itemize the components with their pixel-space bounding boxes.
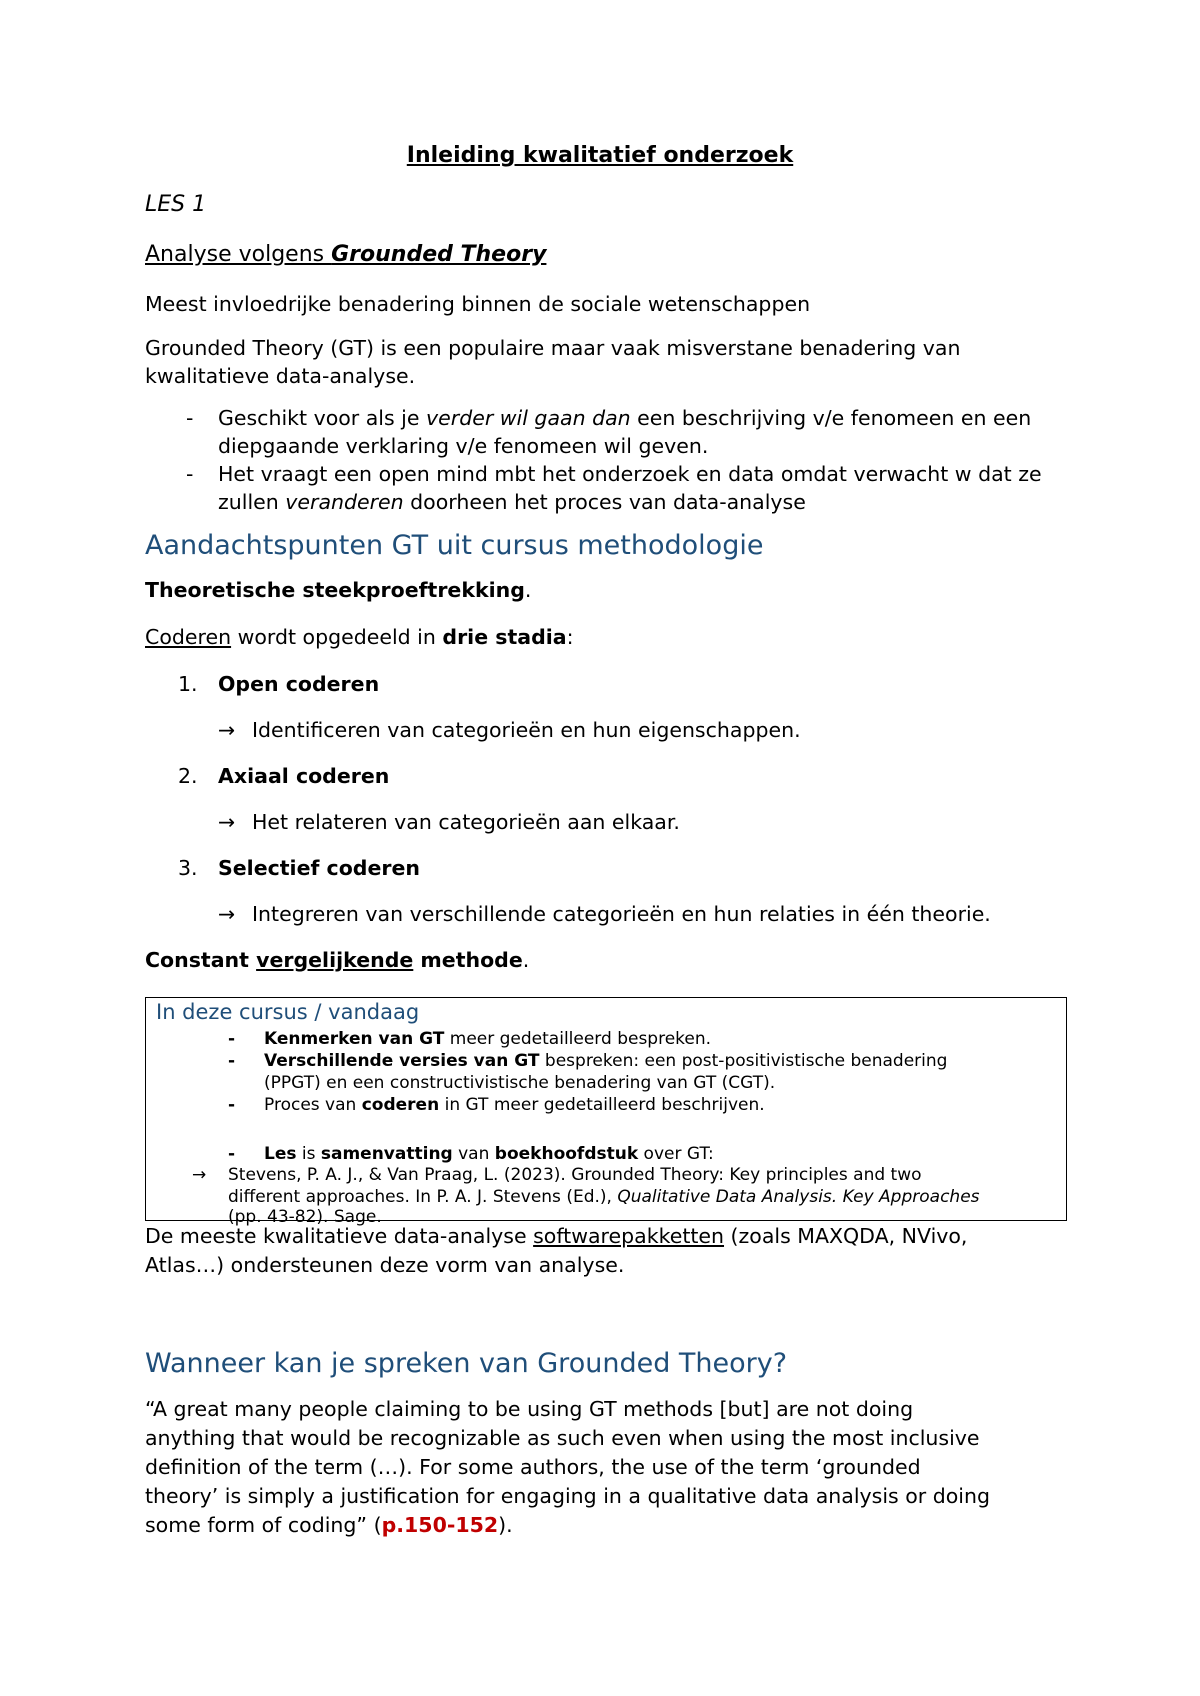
page-reference: p.150-152 xyxy=(381,1513,499,1537)
quote-line-4: theory’ is simply a justification for engaging in a qualitative data analysis or doing xyxy=(145,1484,990,1508)
reference-line-3: (pp. 43-82). Sage. xyxy=(228,1207,382,1227)
reference-text: different approaches. In P. A. J. Stevens (Ed.), xyxy=(228,1187,618,1207)
quote-end: ). xyxy=(498,1513,513,1537)
coding-colon: : xyxy=(566,625,574,649)
box-title: In deze cursus / vandaag xyxy=(156,1000,420,1024)
constant-text: Constant xyxy=(145,948,257,972)
list-item xyxy=(0,900,1200,930)
box-item-1-text: meer gedetailleerd bespreken. xyxy=(444,1029,712,1049)
bullet-1-text-end: een beschrijving v/e fenomeen en een xyxy=(630,406,1032,430)
step-name: Selectief coderen xyxy=(218,856,420,880)
bullet-1-text: Geschikt voor als je xyxy=(218,406,427,430)
bullet-1-line-1 xyxy=(218,404,1031,433)
list-item xyxy=(0,670,1200,700)
analysis-heading-prefix: Analyse volgens xyxy=(145,242,332,267)
sampling-text: Theoretische steekproeftrekking xyxy=(145,578,525,602)
bullet-item xyxy=(0,460,1200,518)
coding-text: wordt opgedeeld in xyxy=(231,625,443,649)
step-number: 1. xyxy=(178,672,198,696)
quote-line-3: definition of the term (…). For some authors, the use of the term ‘grounded xyxy=(145,1455,921,1479)
box-item-4-text: is xyxy=(296,1144,321,1164)
constant-method-line xyxy=(145,946,529,975)
step-description: Het relateren van categorieën aan elkaar. xyxy=(252,810,680,834)
box-item-4-bold: samenvatting xyxy=(320,1144,453,1164)
course-info-box xyxy=(145,997,1067,1227)
box-item-2-text: bespreken: een post-positivistische benadering xyxy=(539,1051,948,1071)
sampling-line xyxy=(145,576,531,605)
page-title: Inleiding kwalitatief onderzoek xyxy=(406,143,794,168)
bullet-2-text-end: doorheen het proces van data-analyse xyxy=(403,490,806,514)
step-name: Open coderen xyxy=(218,672,380,696)
box-item-4 xyxy=(264,1143,714,1165)
intro-line-3: kwalitatieve data-analyse. xyxy=(145,364,416,388)
reference-line-1: Stevens, P. A. J., & Van Praag, L. (2023). Grounded Theory: Key principles and two xyxy=(228,1165,922,1185)
box-item-3-text-end: in GT meer gedetailleerd beschrijven. xyxy=(439,1095,765,1115)
quote-line-2: anything that would be recognizable as such even when using the most inclusive xyxy=(145,1426,980,1450)
analysis-heading-emphasis: Grounded Theory xyxy=(331,242,547,267)
coding-intro xyxy=(145,623,574,652)
box-item-1-bold: Kenmerken van GT xyxy=(264,1029,445,1049)
box-bullet-dash: - xyxy=(228,1029,236,1049)
box-item-2-line-2: (PPGT) en een constructivistische benadering van GT (CGT). xyxy=(264,1073,776,1093)
box-item-3-text: Proces van xyxy=(264,1095,362,1115)
list-item xyxy=(0,808,1200,838)
constant-underlined: vergelijkende xyxy=(256,948,414,972)
bullet-1-line-2: diepgaande verklaring v/e fenomeen wil geven. xyxy=(218,434,709,458)
bullet-1-emphasis: verder wil gaan dan xyxy=(426,406,631,430)
reference-line-2 xyxy=(228,1186,980,1208)
list-item xyxy=(0,854,1200,884)
box-item-4-bold: Les xyxy=(264,1144,297,1164)
step-description: Integreren van verschillende categorieën en hun relaties in één theorie. xyxy=(252,902,991,926)
bullet-2-line-1: Het vraagt een open mind mbt het onderzoek en data omdat verwacht w dat ze xyxy=(218,462,1042,486)
software-line-2: Atlas…) ondersteunen deze vorm van analyse. xyxy=(145,1253,625,1277)
arrow-right-icon: → xyxy=(218,810,236,834)
list-item xyxy=(0,762,1200,792)
software-underlined: softwarepakketten xyxy=(533,1224,725,1248)
list-item xyxy=(0,716,1200,746)
quote-text: some form of coding” ( xyxy=(145,1513,382,1537)
box-bullet-dash: - xyxy=(228,1095,236,1115)
step-name: Axiaal coderen xyxy=(218,764,390,788)
box-item-4-text: over GT: xyxy=(638,1144,714,1164)
constant-text-end: methode xyxy=(413,948,523,972)
section-heading-when-gt: Wanneer kan je spreken van Grounded Theory? xyxy=(145,1348,788,1379)
box-item-2 xyxy=(264,1050,947,1072)
step-number: 2. xyxy=(178,764,198,788)
constant-period: . xyxy=(522,948,530,972)
step-number: 3. xyxy=(178,856,198,880)
reference-book-title: Qualitative Data Analysis. Key Approaches xyxy=(617,1187,980,1207)
intro-line-2: Grounded Theory (GT) is een populaire maar vaak misverstane benadering van xyxy=(145,336,961,360)
box-bullet-dash: - xyxy=(228,1144,236,1164)
box-bullet-dash: - xyxy=(228,1051,236,1071)
lesson-label: LES 1 xyxy=(145,192,207,217)
bullet-2-text: zullen xyxy=(218,490,286,514)
quote-line-1: “A great many people claiming to be using GT methods [but] are not doing xyxy=(145,1397,914,1421)
bullet-item xyxy=(0,404,1200,462)
quote-line-5 xyxy=(145,1511,513,1540)
box-item-4-text: van xyxy=(452,1144,495,1164)
coding-stages: drie stadia xyxy=(442,625,567,649)
step-description: Identificeren van categorieën en hun eigenschappen. xyxy=(252,718,801,742)
box-item-4-bold: boekhoofdstuk xyxy=(494,1144,639,1164)
sampling-period: . xyxy=(524,578,532,602)
section-heading-methodology: Aandachtspunten GT uit cursus methodologie xyxy=(145,530,764,561)
arrow-right-icon: → xyxy=(192,1165,207,1185)
box-item-3-bold: coderen xyxy=(361,1095,440,1115)
arrow-right-icon: → xyxy=(218,902,236,926)
bullet-dash: - xyxy=(186,406,194,430)
box-item-2-bold: Verschillende versies van GT xyxy=(264,1051,540,1071)
intro-line-1: Meest invloedrijke benadering binnen de sociale wetenschappen xyxy=(145,292,811,316)
software-line-1 xyxy=(145,1222,967,1251)
coding-word: Coderen xyxy=(145,625,232,649)
arrow-right-icon: → xyxy=(218,718,236,742)
bullet-2-line-2 xyxy=(218,488,806,517)
bullet-dash: - xyxy=(186,462,194,486)
box-item-1 xyxy=(264,1028,711,1050)
software-text-end: (zoals MAXQDA, NVivo, xyxy=(724,1224,968,1248)
bullet-2-emphasis: veranderen xyxy=(285,490,404,514)
analysis-heading xyxy=(145,242,546,267)
software-text: De meeste kwalitatieve data-analyse xyxy=(145,1224,534,1248)
box-item-3 xyxy=(264,1094,765,1116)
